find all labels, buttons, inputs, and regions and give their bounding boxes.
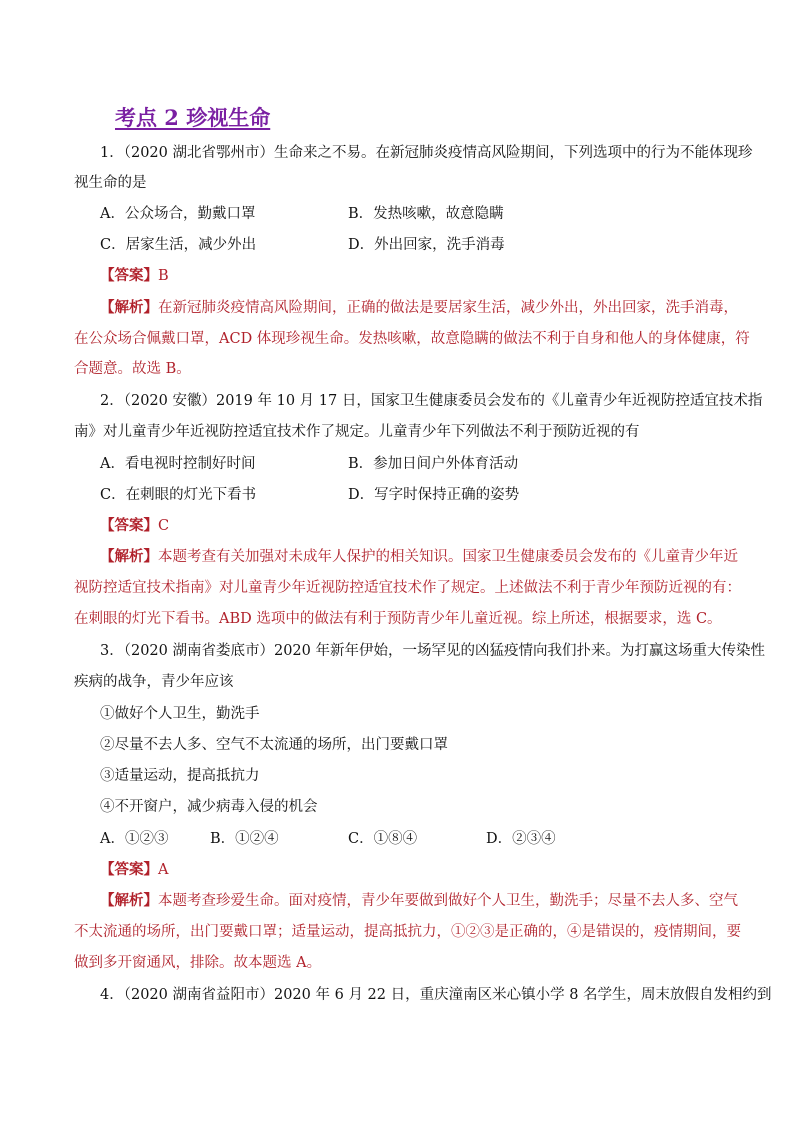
q1-answer — [100, 266, 169, 286]
answer-label: 【答案】 — [100, 517, 158, 534]
answer-value: C — [158, 518, 170, 534]
q3-analysis-line1 — [100, 891, 738, 911]
q1-option-b: B．发热咳嗽，故意隐瞒 — [348, 206, 504, 222]
answer-label: 【答案】 — [100, 267, 158, 284]
q2-stem-line2: 南》对儿童青少年近视防控适宜技术作了规定。儿童青少年下列做法不利于预防近视的有 — [74, 424, 640, 440]
q3-option-d: D．②③④ — [486, 831, 556, 847]
q3-item-3: ③适量运动，提高抵抗力 — [100, 768, 260, 784]
analysis-label: 【解析】 — [100, 299, 158, 316]
q3-item-2: ②尽量不去人多、空气不太流通的场所，出门要戴口罩 — [100, 737, 448, 753]
q4-stem-line1: 4．（2020 湖南省益阳市）2020 年 6 月 22 日，重庆潼南区米心镇小学 8 名学生，周末放假自发相约到 — [100, 987, 772, 1003]
q1-option-a: A．公众场合，勤戴口罩 — [100, 206, 256, 222]
analysis-text: 本题考查有关加强对未成年人保护的相关知识。国家卫生健康委员会发布的《儿童青少年近 — [158, 549, 738, 565]
q1-option-d: D．外出回家，洗手消毒 — [348, 237, 505, 253]
analysis-text: 本题考查珍爱生命。面对疫情，青少年要做到做好个人卫生，勤洗手；尽量不去人多、空气 — [158, 893, 738, 909]
answer-label: 【答案】 — [100, 861, 158, 878]
analysis-text: 在新冠肺炎疫情高风险期间，正确的做法是要居家生活，减少外出，外出回家，洗手消毒， — [158, 300, 738, 316]
q2-option-d: D．写字时保持正确的姿势 — [348, 487, 520, 503]
section-heading: 考点 2 珍视生命 — [115, 105, 271, 130]
q1-stem-line1: 1．（2020 湖北省鄂州市）生命来之不易。在新冠肺炎疫情高风险期间，下列选项中的行为不能体现珍 — [100, 145, 753, 161]
q2-analysis-line3: 在刺眼的灯光下看书。ABD 选项中的做法有利于预防青少年儿童近视。综上所述，根据要求，选 C。 — [74, 611, 722, 627]
q1-option-c: C．居家生活，减少外出 — [100, 237, 257, 253]
q2-analysis-line2: 视防控适宜技术指南》对儿童青少年近视防控适宜技术作了规定。上述做法不利于青少年预防近视的有： — [74, 580, 741, 596]
q1-analysis-line1 — [100, 298, 738, 318]
q1-analysis-line3: 合题意。故选 B。 — [74, 361, 191, 377]
q3-analysis-line3: 做到多开窗通风，排除。故本题选 A。 — [74, 955, 322, 971]
q2-option-a: A．看电视时控制好时间 — [100, 456, 256, 472]
q3-stem-line1: 3．（2020 湖南省娄底市）2020 年新年伊始，一场罕见的凶猛疫情向我们扑来。为打赢这场重大传染性 — [100, 643, 765, 659]
q1-analysis-line2: 在公众场合佩戴口罩，ACD 体现珍视生命。发热咳嗽，故意隐瞒的做法不利于自身和他人的身体健康，符 — [74, 331, 750, 347]
q3-option-c: C．①⑧④ — [348, 831, 418, 847]
q3-option-b: B．①②④ — [210, 831, 279, 847]
answer-value: B — [158, 268, 169, 284]
q2-analysis-line1 — [100, 547, 738, 567]
q2-stem-line1: 2．（2020 安徽）2019 年 10 月 17 日，国家卫生健康委员会发布的《儿童青少年近视防控适宜技术指 — [100, 393, 763, 409]
q3-option-a: A．①②③ — [100, 831, 169, 847]
analysis-label: 【解析】 — [100, 892, 158, 909]
q2-option-b: B．参加日间户外体育活动 — [348, 456, 519, 472]
q3-stem-line2: 疾病的战争，青少年应该 — [74, 674, 234, 690]
q3-item-4: ④不开窗户，减少病毒入侵的机会 — [100, 799, 318, 815]
q3-item-1: ①做好个人卫生，勤洗手 — [100, 706, 260, 722]
analysis-label: 【解析】 — [100, 548, 158, 565]
q3-answer — [100, 860, 168, 880]
q2-answer — [100, 516, 169, 536]
q1-stem-line2: 视生命的是 — [74, 175, 147, 191]
answer-value: A — [158, 862, 169, 878]
q3-analysis-line2: 不太流通的场所，出门要戴口罩；适量运动，提高抵抗力，①②③是正确的，④是错误的，疫情期间，要 — [74, 924, 741, 940]
q2-option-c: C．在刺眼的灯光下看书 — [100, 487, 257, 503]
